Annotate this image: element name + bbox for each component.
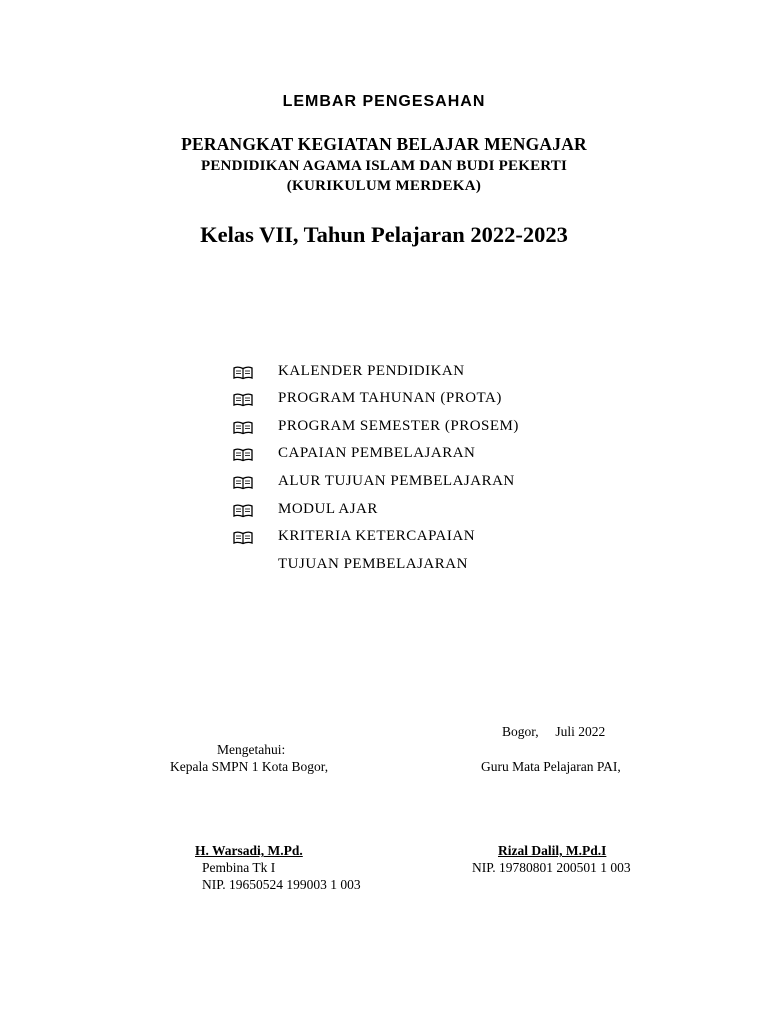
class-year-heading: Kelas VII, Tahun Pelajaran 2022-2023	[200, 222, 568, 247]
list-item-label: ALUR TUJUAN PEMBELAJARAN	[278, 473, 515, 489]
signing-place: Bogor,	[502, 724, 539, 739]
signing-place-date	[502, 724, 605, 740]
list-item-label: MODUL AJAR	[278, 501, 378, 517]
signing-date: Juli 2022	[555, 724, 606, 739]
document-subtitle: PERANGKAT KEGIATAN BELAJAR MENGAJAR	[181, 134, 587, 154]
open-book-icon	[233, 421, 253, 435]
list-item-label: KALENDER PENDIDIKAN	[278, 363, 465, 379]
list-item-continuation: TUJUAN PEMBELAJARAN	[278, 556, 468, 572]
principal-name: H. Warsadi, M.Pd.	[195, 843, 303, 858]
teacher-name: Rizal Dalil, M.Pd.I	[498, 843, 607, 858]
principal-nip: NIP. 19650524 199003 1 003	[202, 877, 361, 892]
open-book-icon	[233, 531, 253, 545]
open-book-icon	[233, 393, 253, 407]
open-book-icon	[233, 448, 253, 462]
teacher-nip: NIP. 19780801 200501 1 003	[472, 860, 631, 875]
acknowledgement-heading: Mengetahui:	[217, 742, 286, 757]
principal-role: Kepala SMPN 1 Kota Bogor,	[170, 759, 329, 774]
teacher-role: Guru Mata Pelajaran PAI,	[481, 759, 621, 774]
list-item-label: PROGRAM TAHUNAN (PROTA)	[278, 390, 502, 406]
principal-rank: Pembina Tk I	[202, 860, 276, 875]
open-book-icon	[233, 476, 253, 490]
open-book-icon	[233, 366, 253, 380]
page-title: LEMBAR PENGESAHAN	[282, 93, 486, 110]
list-item-label: PROGRAM SEMESTER (PROSEM)	[278, 418, 519, 434]
curriculum-name: (KURIKULUM MERDEKA)	[286, 178, 482, 194]
open-book-icon	[233, 504, 253, 518]
list-item-label: KRITERIA KETERCAPAIAN	[278, 528, 476, 544]
subject-name: PENDIDIKAN AGAMA ISLAM DAN BUDI PEKERTI	[200, 158, 568, 174]
list-item-label: CAPAIAN PEMBELAJARAN	[278, 445, 476, 461]
